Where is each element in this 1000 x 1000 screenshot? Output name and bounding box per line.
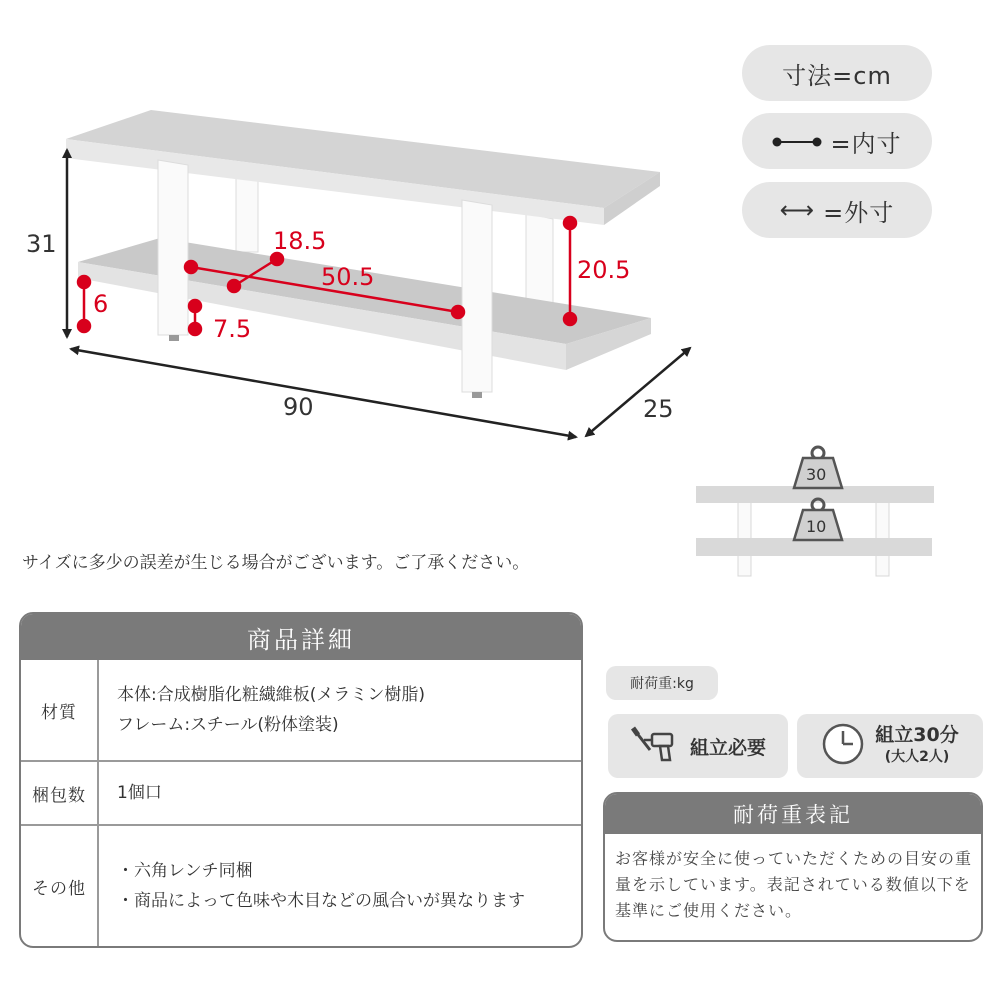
outer-dimension-icon: ⟷ [779,196,816,224]
inner-dimension-icon [772,127,822,155]
load-bottom-value: 10 [806,517,827,536]
clock-icon [821,722,865,770]
table-row [21,760,581,824]
legend-outer-text: =外寸 [823,198,895,227]
top-board [66,110,660,225]
row-value: フレーム:スチール(粉体塗装) [117,715,339,735]
dim-inner-depth: 18.5 [273,227,327,255]
load-notice-title: 耐荷重表記 [605,794,981,834]
assembly-time-text: 組立30分 [875,724,959,746]
row-label: 材質 [21,660,99,760]
legend-inner [742,113,932,169]
row-value: ・六角レンチ同梱 [117,861,253,881]
row-value: 1個口 [117,783,162,803]
table-row [21,824,581,946]
row-label: 梱包数 [21,762,99,824]
load-unit-badge [606,666,718,700]
legend-unit [742,45,932,101]
assembly-people-text: (大人2人) [884,749,950,765]
row-label: その他 [21,826,99,946]
row-value: 本体:合成樹脂化粧繊維板(メラミン樹脂) [117,685,425,705]
assembly-required-text: 組立必要 [689,736,766,759]
table-row [21,660,581,760]
legend-outer [742,182,932,238]
load-diagram [696,447,934,576]
load-notice-body: お客様が安全に使っていただくための目安の重量を示しています。表記されている数値以下を基準にご使用ください。 [615,849,973,920]
drill-icon [630,724,680,769]
legend-inner-text: =内寸 [830,129,902,158]
dim-width: 90 [283,393,314,421]
product-details-title: 商品詳細 [21,614,581,660]
load-notice-box [603,792,983,942]
load-top-value: 30 [806,465,827,484]
assembly-required-badge [608,714,788,778]
product-details-table [19,612,583,948]
assembly-time-badge [797,714,983,778]
size-note: サイズに多少の誤差が生じる場合がございます。ご了承ください。 [22,553,530,573]
dim-depth: 25 [643,395,674,423]
dim-height: 31 [26,230,57,258]
dim-inner-width: 50.5 [321,263,375,291]
row-value: ・商品によって色味や木目などの風合いが異なります [117,891,525,911]
legend-unit-text: 寸法=cm [782,61,892,90]
dim-leg-gap: 7.5 [213,315,252,343]
dim-inner-height: 20.5 [577,256,631,284]
load-unit-text: 耐荷重:kg [630,676,694,692]
dim-lower-clearance: 6 [93,290,109,318]
